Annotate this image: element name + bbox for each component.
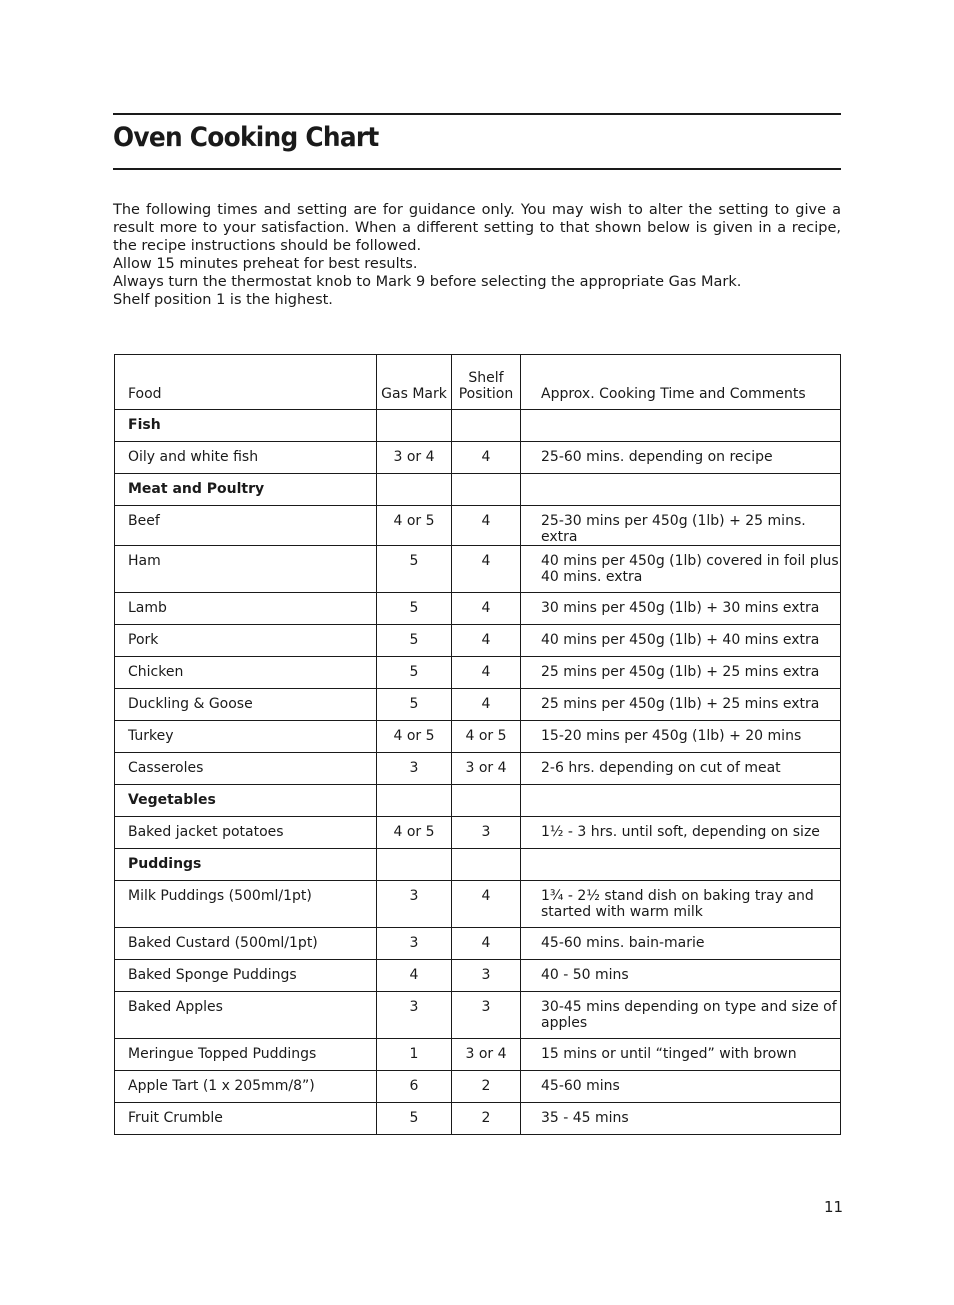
food-cell: Casseroles bbox=[115, 753, 377, 785]
cooking-time-cell bbox=[521, 410, 841, 442]
cooking-chart-table bbox=[114, 354, 841, 1135]
intro-paragraph-shelf: Shelf position 1 is the highest. bbox=[113, 292, 333, 308]
food-cell: Chicken bbox=[115, 657, 377, 689]
table-section-row bbox=[115, 410, 841, 442]
table-row bbox=[115, 881, 841, 928]
table-row bbox=[115, 657, 841, 689]
cooking-time-cell: 40 mins per 450g (1lb) + 40 mins extra bbox=[521, 625, 841, 657]
cooking-time-cell: 35 - 45 mins bbox=[521, 1103, 841, 1135]
food-cell: Baked Sponge Puddings bbox=[115, 960, 377, 992]
cooking-time-cell: 25 mins per 450g (1lb) + 25 mins extra bbox=[521, 689, 841, 721]
gas-mark-cell: 3 bbox=[377, 881, 452, 928]
shelf-position-cell: 3 bbox=[452, 817, 521, 849]
shelf-position-cell: 3 bbox=[452, 960, 521, 992]
cooking-time-cell: 1¾ - 2½ stand dish on baking tray and started with warm milk bbox=[521, 881, 841, 928]
shelf-position-cell: 3 or 4 bbox=[452, 1039, 521, 1071]
cooking-time-cell: 15-20 mins per 450g (1lb) + 20 mins bbox=[521, 721, 841, 753]
food-cell: Puddings bbox=[115, 849, 377, 881]
table-header-row bbox=[115, 355, 841, 410]
food-cell: Baked Custard (500ml/1pt) bbox=[115, 928, 377, 960]
table-row bbox=[115, 817, 841, 849]
intro-paragraph-thermostat: Always turn the thermostat knob to Mark 9 before selecting the appropriate Gas Mark. bbox=[113, 274, 742, 290]
gas-mark-cell: 5 bbox=[377, 1103, 452, 1135]
shelf-position-cell: 4 bbox=[452, 506, 521, 546]
page-number: 11 bbox=[824, 1198, 844, 1216]
table-row bbox=[115, 1103, 841, 1135]
cooking-time-cell: 40 mins per 450g (1lb) covered in foil plus 40 mins. extra bbox=[521, 546, 841, 593]
food-cell: Fruit Crumble bbox=[115, 1103, 377, 1135]
table-row bbox=[115, 1071, 841, 1103]
intro-text bbox=[113, 201, 841, 309]
shelf-position-cell: 4 bbox=[452, 928, 521, 960]
gas-mark-cell: 4 or 5 bbox=[377, 817, 452, 849]
gas-mark-cell: 3 bbox=[377, 753, 452, 785]
shelf-position-cell: 3 or 4 bbox=[452, 753, 521, 785]
gas-mark-cell: 4 bbox=[377, 960, 452, 992]
food-cell: Meat and Poultry bbox=[115, 474, 377, 506]
cooking-time-cell: 1½ - 3 hrs. until soft, depending on size bbox=[521, 817, 841, 849]
gas-mark-cell: 4 or 5 bbox=[377, 721, 452, 753]
shelf-position-cell: 2 bbox=[452, 1103, 521, 1135]
gas-mark-cell: 4 or 5 bbox=[377, 506, 452, 546]
shelf-position-cell bbox=[452, 474, 521, 506]
food-cell: Apple Tart (1 x 205mm/8”) bbox=[115, 1071, 377, 1103]
cooking-time-cell: 40 - 50 mins bbox=[521, 960, 841, 992]
shelf-position-cell: 4 bbox=[452, 657, 521, 689]
table-row bbox=[115, 960, 841, 992]
gas-mark-cell bbox=[377, 785, 452, 817]
table-row bbox=[115, 928, 841, 960]
gas-mark-cell: 6 bbox=[377, 1071, 452, 1103]
title-bottom-rule bbox=[113, 168, 841, 170]
cooking-time-cell bbox=[521, 785, 841, 817]
shelf-position-cell: 4 bbox=[452, 546, 521, 593]
gas-mark-cell: 5 bbox=[377, 657, 452, 689]
shelf-position-cell bbox=[452, 849, 521, 881]
gas-mark-cell: 1 bbox=[377, 1039, 452, 1071]
table-row bbox=[115, 625, 841, 657]
header-cooking-time: Approx. Cooking Time and Comments bbox=[521, 355, 841, 410]
table-row bbox=[115, 442, 841, 474]
cooking-time-cell: 2-6 hrs. depending on cut of meat bbox=[521, 753, 841, 785]
food-cell: Duckling & Goose bbox=[115, 689, 377, 721]
food-cell: Baked jacket potatoes bbox=[115, 817, 377, 849]
cooking-time-cell: 25-30 mins per 450g (1lb) + 25 mins. extra bbox=[521, 506, 841, 546]
shelf-position-cell bbox=[452, 785, 521, 817]
shelf-position-cell: 4 bbox=[452, 881, 521, 928]
shelf-position-cell: 4 bbox=[452, 442, 521, 474]
shelf-position-cell: 2 bbox=[452, 1071, 521, 1103]
table-row bbox=[115, 689, 841, 721]
food-cell: Meringue Topped Puddings bbox=[115, 1039, 377, 1071]
title-top-rule bbox=[113, 113, 841, 115]
gas-mark-cell bbox=[377, 474, 452, 506]
shelf-position-cell bbox=[452, 410, 521, 442]
cooking-time-cell: 15 mins or until “tinged” with brown bbox=[521, 1039, 841, 1071]
food-cell: Beef bbox=[115, 506, 377, 546]
food-cell: Oily and white fish bbox=[115, 442, 377, 474]
shelf-position-cell: 3 bbox=[452, 992, 521, 1039]
header-food: Food bbox=[115, 355, 377, 410]
cooking-time-cell: 45-60 mins bbox=[521, 1071, 841, 1103]
table-section-row bbox=[115, 785, 841, 817]
cooking-time-cell: 30 mins per 450g (1lb) + 30 mins extra bbox=[521, 593, 841, 625]
gas-mark-cell: 3 bbox=[377, 992, 452, 1039]
gas-mark-cell bbox=[377, 410, 452, 442]
shelf-position-cell: 4 bbox=[452, 593, 521, 625]
cooking-time-cell: 25-60 mins. depending on recipe bbox=[521, 442, 841, 474]
food-cell: Ham bbox=[115, 546, 377, 593]
gas-mark-cell bbox=[377, 849, 452, 881]
gas-mark-cell: 5 bbox=[377, 546, 452, 593]
table-row bbox=[115, 593, 841, 625]
gas-mark-cell: 5 bbox=[377, 593, 452, 625]
shelf-position-cell: 4 or 5 bbox=[452, 721, 521, 753]
table-body bbox=[115, 410, 841, 1135]
table-row bbox=[115, 753, 841, 785]
cooking-time-cell: 25 mins per 450g (1lb) + 25 mins extra bbox=[521, 657, 841, 689]
shelf-position-cell: 4 bbox=[452, 689, 521, 721]
food-cell: Lamb bbox=[115, 593, 377, 625]
header-shelf-position: Shelf Position bbox=[452, 355, 521, 410]
table-row bbox=[115, 506, 841, 546]
table-section-row bbox=[115, 849, 841, 881]
food-cell: Turkey bbox=[115, 721, 377, 753]
table-row bbox=[115, 992, 841, 1039]
food-cell: Pork bbox=[115, 625, 377, 657]
gas-mark-cell: 5 bbox=[377, 689, 452, 721]
cooking-time-cell bbox=[521, 849, 841, 881]
cooking-time-cell: 45-60 mins. bain-marie bbox=[521, 928, 841, 960]
page-title: Oven Cooking Chart bbox=[113, 122, 379, 153]
table-row bbox=[115, 546, 841, 593]
gas-mark-cell: 3 or 4 bbox=[377, 442, 452, 474]
food-cell: Fish bbox=[115, 410, 377, 442]
gas-mark-cell: 5 bbox=[377, 625, 452, 657]
food-cell: Baked Apples bbox=[115, 992, 377, 1039]
table-row bbox=[115, 721, 841, 753]
cooking-time-cell bbox=[521, 474, 841, 506]
food-cell: Milk Puddings (500ml/1pt) bbox=[115, 881, 377, 928]
cooking-time-cell: 30-45 mins depending on type and size of apples bbox=[521, 992, 841, 1039]
gas-mark-cell: 3 bbox=[377, 928, 452, 960]
intro-paragraph-preheat: Allow 15 minutes preheat for best results. bbox=[113, 256, 418, 272]
shelf-position-cell: 4 bbox=[452, 625, 521, 657]
header-gas-mark: Gas Mark bbox=[377, 355, 452, 410]
food-cell: Vegetables bbox=[115, 785, 377, 817]
table-row bbox=[115, 1039, 841, 1071]
table-section-row bbox=[115, 474, 841, 506]
intro-paragraph-guidance: The following times and setting are for guidance only. You may wish to alter the setting to give a result more to your satisfaction. When a different setting to that shown below is given in a recipe, the recipe instructions should be followed. bbox=[113, 202, 841, 254]
